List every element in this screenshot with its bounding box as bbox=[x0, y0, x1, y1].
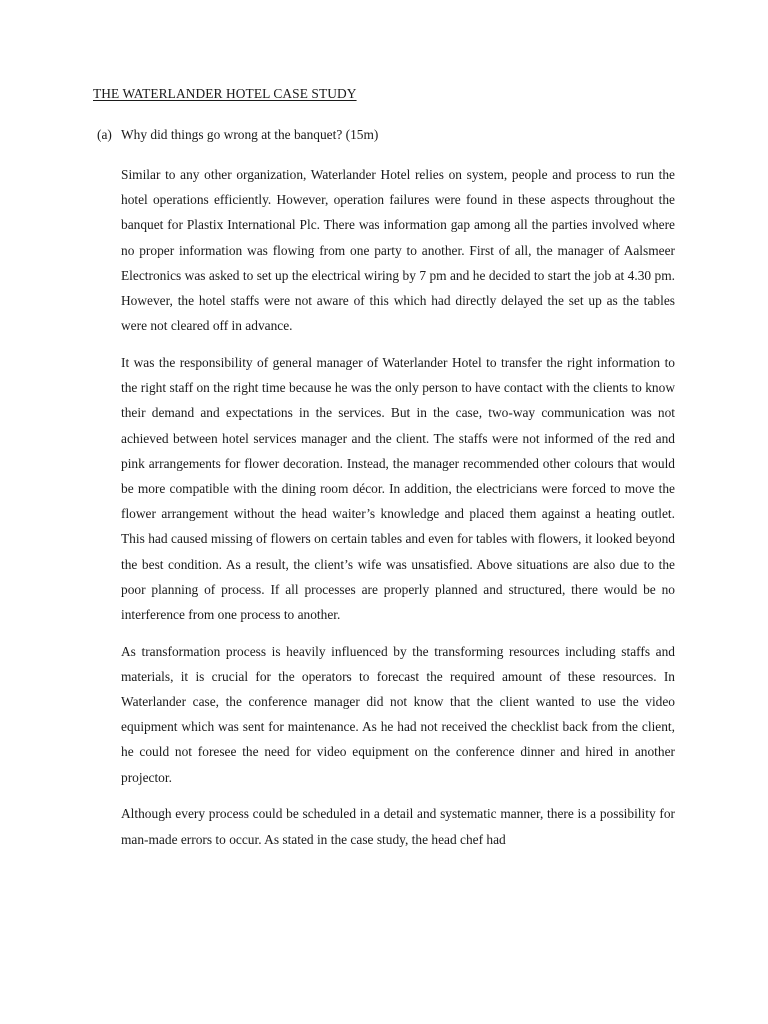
paragraph-3: As transformation process is heavily influenced by the transforming resources including staffs and materials, it is crucial for the operators to forecast the required amount of these resources. In Waterlander case, the conference manager did not know that the client wanted to use the video equipment which was sent for maintenance. As he had not received the checklist back from the client, he could not foresee the need for video equipment on the conference dinner and hired in another projector. bbox=[121, 643, 675, 785]
paragraph-4: Although every process could be scheduled in a detail and systematic manner, there is a possibility for man-made errors to occur. As stated in the case study, the head chef had bbox=[121, 806, 675, 847]
answer-body bbox=[121, 162, 675, 863]
question-heading bbox=[97, 127, 378, 143]
paragraph-2: It was the responsibility of general manager of Waterlander Hotel to transfer the right information to the right staff on the right time because he was the only person to have contact with the clients to know their demand and expectations in the services. But in the case, two-way communication was not achieved between hotel services manager and the client. The staffs were not informed of the red and pink arrangements for flower decoration. Instead, the manager recommended other colours that would be more compatible with the dining room décor. In addition, the electricians were forced to move the flower arrangement without the head waiter’s knowledge and placed them against a heating outlet. This had caused missing of flowers on certain tables and even for tables with flowers, it looked beyond the best condition. As a result, the client’s wife was unsatisfied. Above situations are also due to the poor planning of process. If all processes are properly planned and structured, there would be no interference from one process to another. bbox=[121, 354, 675, 622]
document-title: THE WATERLANDER HOTEL CASE STUDY bbox=[93, 86, 357, 101]
question-text: Why did things go wrong at the banquet? (15m) bbox=[121, 127, 379, 142]
question-marker: (a) bbox=[97, 127, 112, 142]
paragraph-1: Similar to any other organization, Waterlander Hotel relies on system, people and process to run the hotel operations efficiently. However, operation failures were found in these aspects throughout the banquet for Plastix International Plc. There was information gap among all the parties involved where no proper information was flowing from one party to another. First of all, the manager of Aalsmeer Electronics was asked to set up the electrical wiring by 7 pm and he decided to start the job at 4.30 pm. However, the hotel staffs were not aware of this which had directly delayed the set up as the tables were not cleared off in advance. bbox=[121, 167, 675, 334]
